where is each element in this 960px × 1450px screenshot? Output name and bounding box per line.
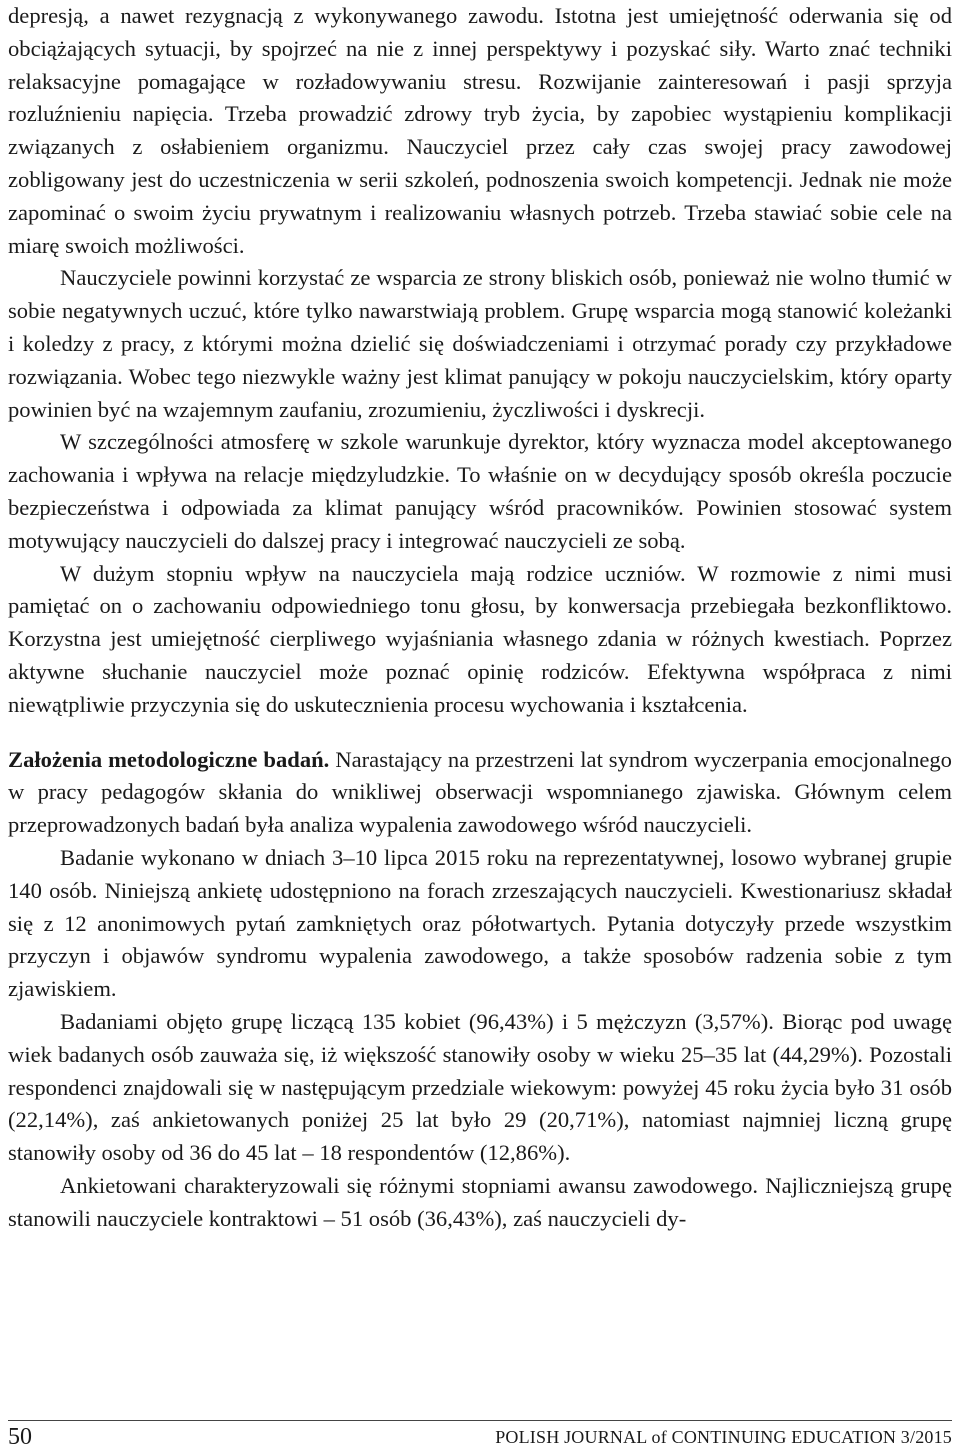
footer-divider: [8, 1420, 952, 1421]
body-paragraph-1: depresją, a nawet rezygnacją z wykonywanego zawodu. Istotna jest umiejętność oderwania się od obciążających sytuacji, by spojrzeć na nie z innej perspektywy i pozyskać siły. Warto znać techniki relaksacyjne pomagające w rozładowywaniu stresu. Rozwijanie zainteresowań i pasji sprzyja rozluźnieniu napięcia. Trzeba prowadzić zdrowy tryb życia, by zapobiec wystąpieniu komplikacji związanych z osłabieniem organizmu. Nauczyciel przez cały czas swojej pracy zawodowej zobligowany jest do uczestniczenia w serii szkoleń, podnoszenia swoich kompetencji. Jednak nie może zapominać o swoim życiu prywatnym i realizowaniu własnych potrzeb. Trzeba stawiać sobie cele na miarę swoich możliwości.: [8, 3, 952, 258]
body-paragraph-2: Nauczyciele powinni korzystać ze wsparcia ze strony bliskich osób, ponieważ nie wolno tłumić w sobie negatywnych uczuć, które tylko nawarstwiają problem. Grupę wsparcia mogą stanowić koleżanki i koledzy z pracy, z którymi można dzielić się doświadczeniami i otrzymać porady czy przykładowe rozwiązania. Wobec tego niezwykle ważny jest klimat panujący w pokoju nauczycielskim, który oparty powinien być na wzajemnym zaufaniu, zrozumieniu, życzliwości i dyskrecji.: [8, 265, 952, 422]
methodology-paragraph: [8, 744, 952, 842]
body-paragraph-6: Badaniami objęto grupę liczącą 135 kobiet (96,43%) i 5 mężczyzn (3,57%). Biorąc pod uwagę wiek badanych osób zauważa się, iż większość stanowiły osoby w wieku 25–35 lat (44,29%). Pozostali respondenci znajdowali się w następującym przedziale wiekowym: powyżej 45 roku życia było 31 osób (22,14%), zaś ankietowanych poniżej 25 lat było 29 (20,71%), natomiast najmniej liczną grupę stanowiły osoby od 36 do 45 lat – 18 respondentów (12,86%).: [8, 1008, 952, 1166]
page-number: 50: [8, 1424, 32, 1450]
article-page: [8, 0, 952, 1235]
body-paragraph-7: Ankietowani charakteryzowali się różnymi stopniami awansu zawodowego. Najliczniejszą grupę stanowili nauczyciele kontraktowi – 51 osób (36,43%), zaś nauczycieli dy-: [8, 1172, 952, 1231]
body-paragraph-3: W szczególności atmosferę w szkole warunkuje dyrektor, który wyznacza model akceptowanego zachowania i wpływa na relacje międzyludzkie. To właśnie on w decydujący sposób określa poczucie bezpieczeństwa i odpowiada za klimat panujący wśród pracowników. Powinien stosować system motywujący nauczycieli do dalszej pracy i integrować nauczycieli ze sobą.: [8, 429, 952, 553]
section-heading: Założenia metodologiczne badań.: [8, 746, 330, 772]
body-paragraph-5: Badanie wykonano w dniach 3–10 lipca 2015 roku na reprezentatywnej, losowo wybranej grupie 140 osób. Niniejszą ankietę udostępniono na forach zrzeszających nauczycieli. Kwestionariusz składał się z 12 anonimowych pytań zamkniętych oraz półotwartych. Pytania dotyczyły przede wszystkim przyczyn i objawów syndromu wypalenia zawodowego, a także sposobów radzenia sobie z tym zjawiskiem.: [8, 844, 952, 1002]
methodology-text: Narastający na przestrzeni lat syndrom wyczerpania emocjonalnego w pracy pedagogów skłania do wnikliwej obserwacji wspomnianego zjawiska. Głównym celem przeprowadzonych badań była analiza wypalenia zawodowego wśród nauczycieli.: [8, 746, 952, 838]
journal-footer: POLISH JOURNAL of CONTINUING EDUCATION 3/2015: [495, 1427, 952, 1447]
body-paragraph-4: W dużym stopniu wpływ na nauczyciela mają rodzice uczniów. W rozmowie z nimi musi pamiętać on o zachowaniu odpowiedniego tonu głosu, by konwersacja przebiegała bezkonfliktowo. Korzystna jest umiejętność cierpliwego wyjaśniania własnego zdania w różnych kwestiach. Poprzez aktywne słuchanie nauczyciel może poznać opinię rodziców. Efektywna współpraca z nimi niewątpliwie przyczynia się do uskutecznienia procesu wychowania i kształcenia.: [8, 560, 952, 717]
